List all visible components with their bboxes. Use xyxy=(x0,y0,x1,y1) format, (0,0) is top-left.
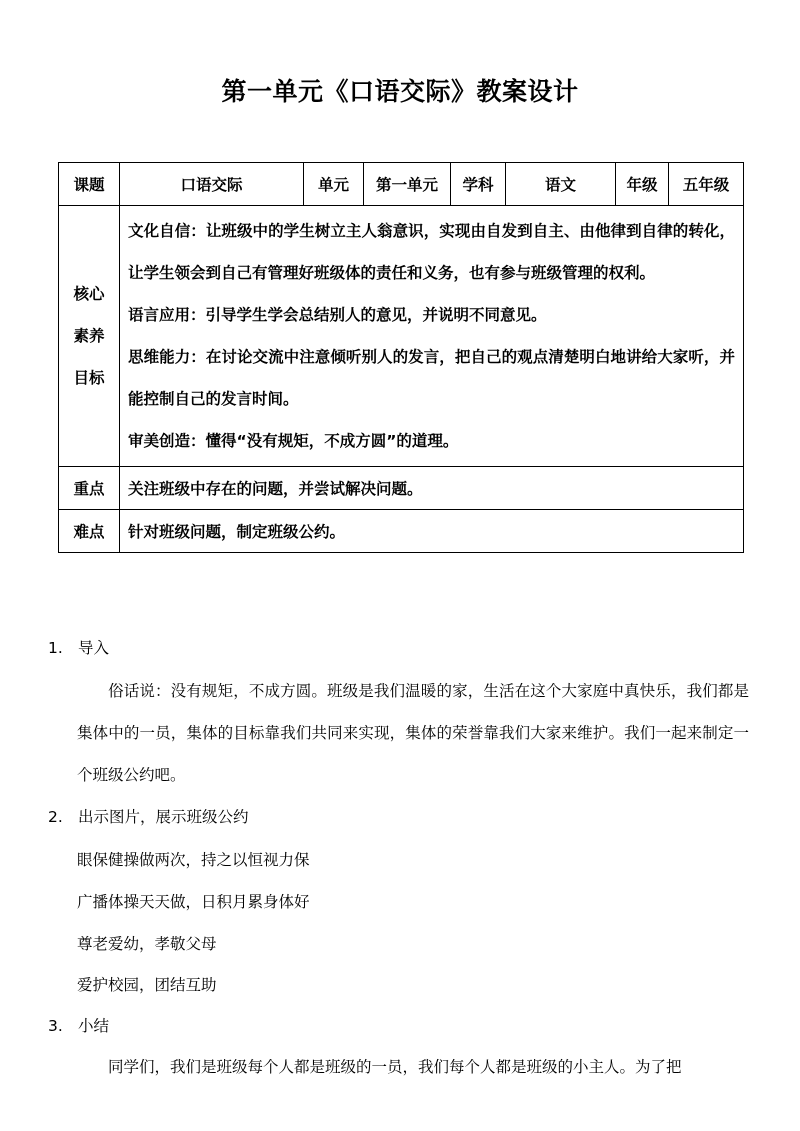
section-3-title: 小结 xyxy=(78,1017,110,1035)
section-1-title: 导入 xyxy=(78,639,110,657)
section-3-number: 3. xyxy=(48,1017,63,1035)
rule-line-2: 广播体操天天做，日积月累身体好 xyxy=(77,893,310,911)
goal-cultural-confidence: 文化自信：让班级中的学生树立主人翁意识，实现由自发到自主、由他律到自律的转化，让学生领会到自己有管理好班级体的责任和义务，也有参与班级管理的权利。 xyxy=(128,222,735,282)
unit-value: 第一单元 xyxy=(364,163,451,206)
section-3-text: 同学们，我们是班级每个人都是班级的一员，我们每个人都是班级的小主人。为了把 xyxy=(108,1058,682,1076)
section-2-title: 出示图片，展示班级公约 xyxy=(78,808,249,826)
difficulty-value: 针对班级问题，制定班级公约。 xyxy=(120,510,744,553)
rule-line-3: 尊老爱幼，孝敬父母 xyxy=(77,935,217,953)
lesson-info-table xyxy=(58,162,744,553)
grade-value: 五年级 xyxy=(669,163,744,206)
core-goals-content xyxy=(120,206,744,467)
subject-value: 语文 xyxy=(506,163,616,206)
goal-aesthetic-creation: 审美创造：懂得“没有规矩，不成方圆”的道理。 xyxy=(128,432,459,450)
section-2-heading xyxy=(48,802,249,832)
section-1-heading xyxy=(48,633,109,663)
core-label-line-3: 目标 xyxy=(73,369,105,387)
difficulty-label: 难点 xyxy=(59,510,120,553)
goal-thinking-ability: 思维能力：在讨论交流中注意倾听别人的发言，把自己的观点清楚明白地讲给大家听，并能控制自己的发言时间。 xyxy=(128,348,735,408)
section-1-paragraph xyxy=(77,670,749,796)
grade-label: 年级 xyxy=(616,163,669,206)
subject-label: 学科 xyxy=(451,163,506,206)
core-goals-row xyxy=(59,206,744,467)
goal-language-use: 语言应用：引导学生学会总结别人的意见，并说明不同意见。 xyxy=(128,306,547,324)
section-1-text: 俗话说：没有规矩，不成方圆。班级是我们温暖的家，生活在这个大家庭中真快乐，我们都是集体中的一员，集体的目标靠我们共同来实现，集体的荣誉靠我们大家来维护。我们一起来制定一个班级公约吧。 xyxy=(77,682,749,784)
topic-value: 口语交际 xyxy=(120,163,304,206)
table-header-row xyxy=(59,163,744,206)
core-label-line-2: 素养 xyxy=(73,327,105,345)
core-label-line-1: 核心 xyxy=(73,285,105,303)
topic-label: 课题 xyxy=(59,163,120,206)
focus-row xyxy=(59,467,744,510)
focus-label: 重点 xyxy=(59,467,120,510)
section-1-number: 1. xyxy=(48,639,63,657)
core-goals-label xyxy=(59,206,120,467)
difficulty-row xyxy=(59,510,744,553)
rule-line-1: 眼保健操做两次，持之以恒视力保 xyxy=(77,851,310,869)
unit-label: 单元 xyxy=(304,163,364,206)
section-2-number: 2. xyxy=(48,808,63,826)
rule-line-4: 爱护校园，团结互助 xyxy=(77,976,217,994)
document-title: 第一单元《口语交际》教案设计 xyxy=(221,77,579,106)
section-3-heading xyxy=(48,1011,109,1041)
focus-value: 关注班级中存在的问题，并尝试解决问题。 xyxy=(120,467,744,510)
section-3-paragraph xyxy=(77,1046,749,1088)
